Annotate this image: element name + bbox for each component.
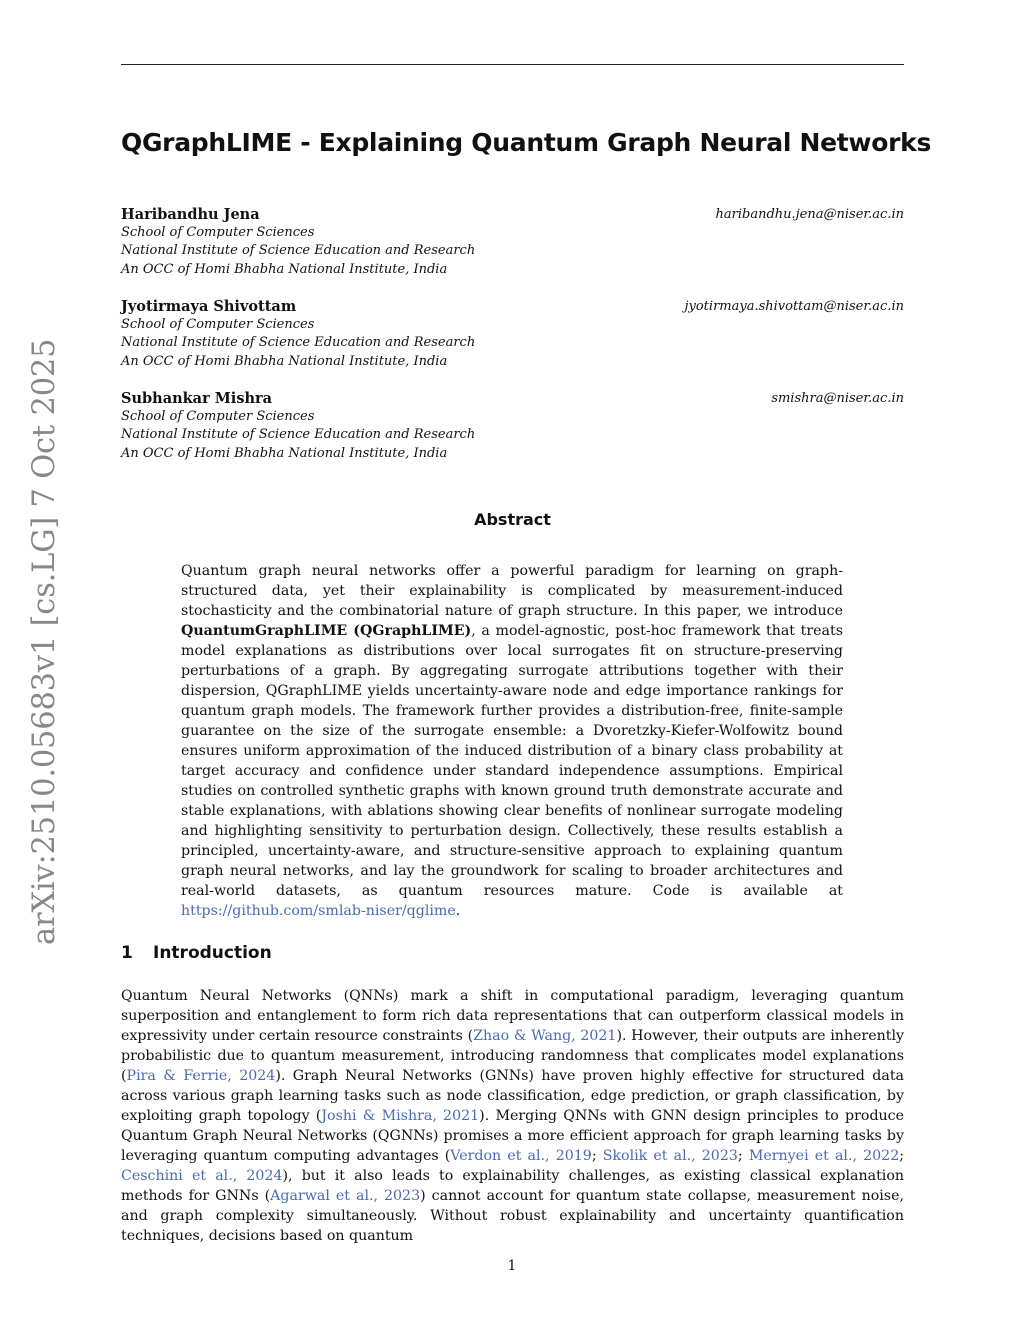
citation-link[interactable]: Zhao & Wang, 2021 xyxy=(473,1028,617,1044)
intro-paragraph xyxy=(121,986,904,1246)
section-title: Introduction xyxy=(153,943,272,963)
author-email[interactable]: smishra@niser.ac.in xyxy=(771,391,904,406)
body-text-part: ). Merging QNNs with GNN design principles to produce Quantum Graph Neural Networks (QGNNs) promises a more efficient approach for graph learning tasks by leveraging quantum computing advantages ( xyxy=(121,1108,905,1164)
abstract-text-part: . xyxy=(455,903,461,919)
author-block xyxy=(121,390,904,463)
header-rule xyxy=(121,64,904,65)
citation-link[interactable]: Joshi & Mishra, 2021 xyxy=(321,1108,480,1124)
author-email[interactable]: jyotirmaya.shivottam@niser.ac.in xyxy=(684,299,904,314)
author-affiliation: School of Computer Sciences xyxy=(121,225,315,240)
author-affiliation: National Institute of Science Education and Research xyxy=(121,243,476,259)
author-affiliation: National Institute of Science Education and Research xyxy=(121,335,476,351)
arxiv-stamp: arXiv:2510.05683v1 [cs.LG] 7 Oct 2025 xyxy=(27,338,62,945)
author-name: Subhankar Mishra xyxy=(121,390,273,407)
author-block xyxy=(121,298,904,371)
author-email[interactable]: haribandhu.jena@niser.ac.in xyxy=(715,207,904,222)
abstract-heading: Abstract xyxy=(474,510,551,529)
author-affiliation: An OCC of Homi Bhabha National Institute, India xyxy=(121,261,448,277)
citation-link[interactable]: Verdon et al., 2019 xyxy=(450,1148,592,1164)
section-number: 1 xyxy=(121,943,133,963)
author-affiliation: School of Computer Sciences xyxy=(121,317,315,332)
citation-link[interactable]: Pira & Ferrie, 2024 xyxy=(126,1068,276,1084)
page-number: 1 xyxy=(507,1258,517,1274)
body-text-part: ). Graph Neural Networks (GNNs) have proven highly effective for structured data across various graph learning tasks such as node classification, edge prediction, or graph classification, by exploiting graph topology ( xyxy=(121,1068,904,1124)
abstract-text-part: , a model-agnostic, post-hoc framework that treats model explanations as distributions over local surrogates fit on structure-preserving perturbations of a graph. By aggregating surrogate attributions together with their dispersion, QGraphLIME yields uncertainty-aware node and edge importance rankings for quantum graph models. The framework further provides a distribution-free, finite-sample guarantee on the size of the surrogate ensemble: a Dvoretzky-Kiefer-Wolfowitz bound ensures uniform approximation of the induced distribution of a binary class probability at target accuracy and confidence under standard independence assumptions. Empirical studies on controlled synthetic graphs with known ground truth demonstrate accurate and stable explanations, with ablations showing clear benefits of nonlinear surrogate modeling and highlighting sensitivity to perturbation design. Collectively, these results establish a principled, uncertainty-aware, and structure-sensitive approach to explaining quantum graph neural networks, and lay the groundwork for scaling to broader architectures and real-world datasets, as quantum resources mature. Code is available at xyxy=(181,623,843,899)
body-text-part: ). However, their outputs are inherently probabilistic due to quantum measurement, introducing randomness that complicates model explanations ( xyxy=(121,1028,904,1084)
citation-separator: ; xyxy=(591,1148,603,1164)
body-text-part: Quantum Neural Networks (QNNs) mark a shift in computational paradigm, leveraging quantum superposition and entanglement to form rich data representations that can outperform classical models in expressivity under certain resource constraints ( xyxy=(121,988,904,1044)
author-affiliation: An OCC of Homi Bhabha National Institute, India xyxy=(121,353,448,369)
abstract-text xyxy=(181,561,843,921)
citation-link[interactable]: Skolik et al., 2023 xyxy=(602,1148,738,1164)
code-link[interactable]: https://github.com/smlab-niser/qglime xyxy=(181,903,456,919)
author-block xyxy=(121,206,904,279)
abstract-method-name: QuantumGraphLIME (QGraphLIME) xyxy=(181,623,472,639)
citation-separator: ; xyxy=(899,1148,905,1164)
body-text-part: ), but it also leads to explainability challenges, as existing classical explanation methods for GNNs ( xyxy=(121,1168,904,1204)
citation-link[interactable]: Mernyei et al., 2022 xyxy=(748,1148,900,1164)
abstract-text-part: Quantum graph neural networks offer a powerful paradigm for learning on graph-structured data, yet their explainability is complicated by measurement-induced stochasticity and the combinatorial nature of graph structure. In this paper, we introduce xyxy=(181,563,843,619)
author-name: Jyotirmaya Shivottam xyxy=(121,298,297,315)
citation-link[interactable]: Agarwal et al., 2023 xyxy=(270,1188,421,1204)
section-heading xyxy=(121,943,272,963)
author-affiliation: School of Computer Sciences xyxy=(121,409,315,424)
author-affiliation: An OCC of Homi Bhabha National Institute, India xyxy=(121,445,448,461)
paper-title: QGraphLIME - Explaining Quantum Graph Neural Networks xyxy=(121,128,932,157)
citation-separator: ; xyxy=(737,1148,749,1164)
body-text-part: ) cannot account for quantum state collapse, measurement noise, and graph complexity simultaneously. Without robust explainability and uncertainty quantification techniques, decisions based on quantum xyxy=(121,1188,904,1244)
author-affiliation: National Institute of Science Education and Research xyxy=(121,427,476,443)
citation-link[interactable]: Ceschini et al., 2024 xyxy=(121,1168,283,1184)
author-name: Haribandhu Jena xyxy=(121,206,260,223)
